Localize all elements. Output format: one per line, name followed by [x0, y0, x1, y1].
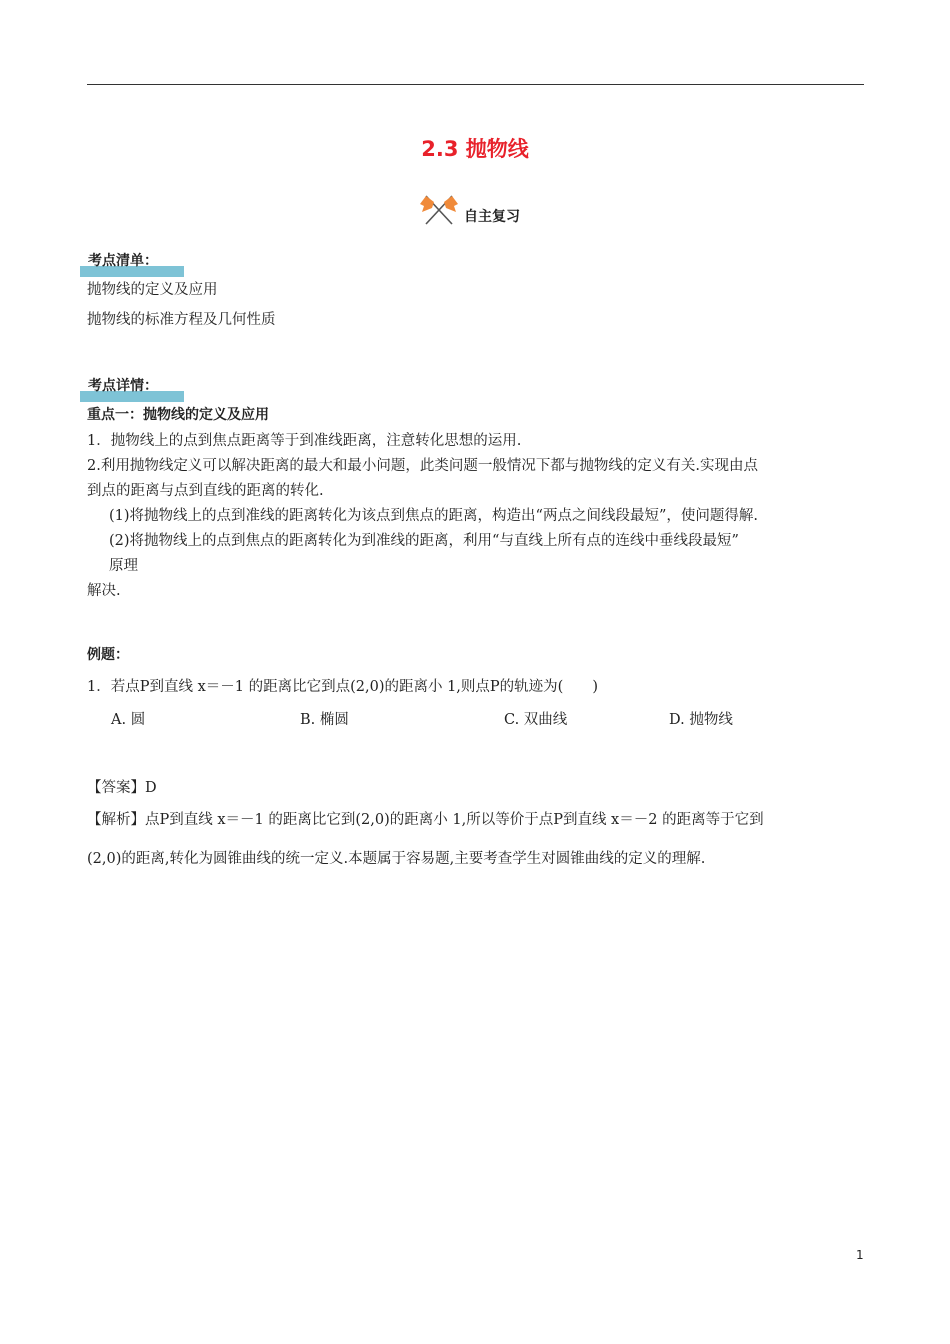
option-c: C. 双曲线	[504, 712, 568, 728]
details-heading: 考点详情：	[88, 378, 158, 394]
key-point-heading: 重点一：抛物线的定义及应用	[87, 407, 269, 423]
review-label: 自主复习	[464, 209, 520, 225]
header-rule	[87, 84, 864, 85]
example-heading: 例题：	[87, 647, 129, 663]
paragraph: 1．抛物线上的点到焦点距离等于到准线距离，注意转化思想的运用.	[87, 433, 522, 449]
option-a: A. 圆	[111, 712, 146, 728]
page-number: 1	[856, 1248, 864, 1262]
sub-paragraph: 原理	[109, 558, 138, 574]
review-section-header	[418, 192, 520, 226]
paragraph: 2.利用抛物线定义可以解决距离的最大和最小问题，此类问题一般情况下都与抛物线的定义有关.实现由点	[87, 458, 758, 474]
option-b: B. 椭圆	[300, 712, 349, 728]
checklist-heading: 考点清单：	[88, 253, 158, 269]
answer: 【答案】D	[87, 780, 157, 796]
checklist-item: 抛物线的标准方程及几何性质	[87, 312, 276, 328]
crossed-flags-icon	[418, 192, 460, 226]
page-title: 2.3 抛物线	[421, 137, 529, 161]
paragraph: 到点的距离与点到直线的距离的转化.	[87, 483, 324, 499]
sub-paragraph: (1)将抛物线上的点到准线的距离转化为该点到焦点的距离，构造出“两点之间线段最短”，使问题得解.	[109, 508, 758, 524]
example-question: 1．若点P到直线 x＝－1 的距离比它到点(2,0)的距离小 1,则点P的轨迹为( )	[87, 679, 598, 695]
analysis-line: 【解析】点P到直线 x＝－1 的距离比它到(2,0)的距离小 1,所以等价于点P到直线 x＝－2 的距离等于它到	[87, 812, 764, 828]
option-d: D. 抛物线	[669, 712, 733, 728]
analysis-line: (2,0)的距离,转化为圆锥曲线的统一定义.本题属于容易题,主要考查学生对圆锥曲线的定义的理解.	[87, 851, 706, 867]
sub-paragraph: (2)将抛物线上的点到焦点的距离转化为到准线的距离，利用“与直线上所有点的连线中垂线段最短”	[109, 533, 739, 549]
sub-paragraph: 解决.	[87, 583, 121, 599]
checklist-item: 抛物线的定义及应用	[87, 282, 218, 298]
